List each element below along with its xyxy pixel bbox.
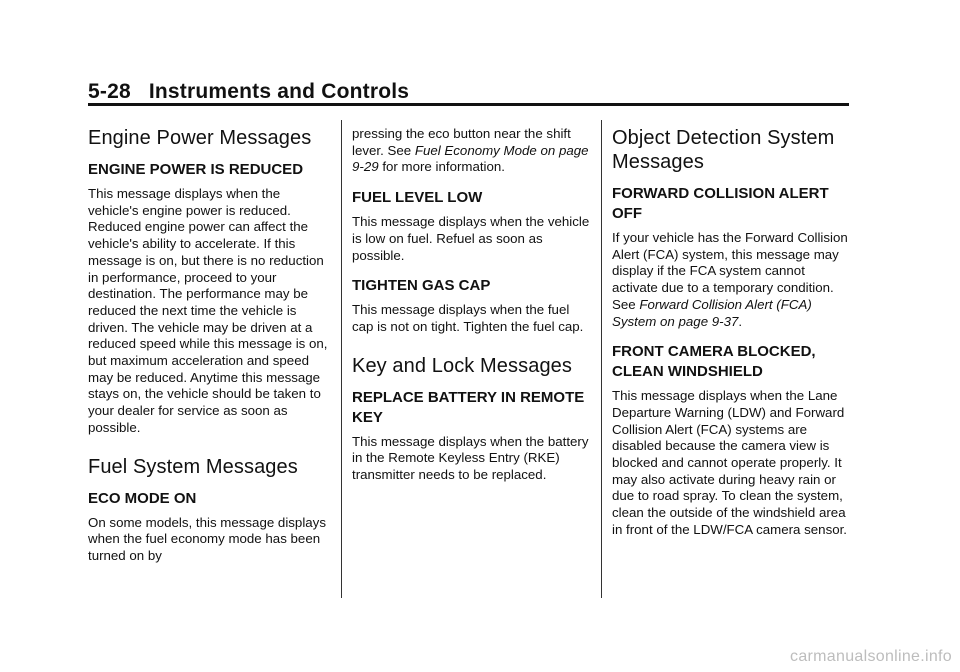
header-rule — [88, 103, 849, 106]
eco-mode-continued-text — [352, 126, 592, 176]
column-3 — [612, 126, 852, 551]
engine-power-reduced-text: This message displays when the vehicle's engine power is reduced. Reduced engine power can affect the vehicle's ability to accelerate. If this message is on, but there is no reduction in performance, proceed to your destination. The performance may be reduced the next time the vehicle is driven. The vehicle may be driven at a reduced speed while this message is on, but maximum acceleration and speed may be reduced. Anytime this message stays on, the vehicle should be taken to your dealer for service as soon as possible. — [88, 186, 328, 435]
tighten-cap-text: This message displays when the fuel cap is not on tight. Tighten the fuel cap. — [352, 302, 584, 334]
eco-mode-cont-part: pressing the eco button near the shift lever. See — [352, 126, 571, 158]
fuel-level-heading: FUEL LEVEL LOW — [352, 189, 483, 207]
fuel-economy-mode-reference[interactable]: Fuel Economy Mode on page 9-29 — [352, 142, 589, 175]
section-title: Instruments and Controls — [148, 80, 410, 103]
fuel-system-heading: Fuel System Messages — [88, 455, 298, 478]
fca-system-reference[interactable]: Forward Collision Alert (FCA) System on page 9-37 — [612, 296, 812, 329]
watermark: carmanualsonline.info — [790, 648, 952, 665]
page-number: 5-28 — [88, 80, 131, 103]
camera-blocked-text: This message displays when the Lane Departure Warning (LDW) and Forward Collision Alert (FCA) systems are disabled because the camera view is blocked and cannot operate properly. It may also activate during heavy rain or due to road spray. To clean the system, clean the outside of the windshield area in front of the LDW/FCA camera sensor. — [612, 388, 848, 537]
eco-mode-cont-tail: for more information. — [378, 159, 505, 175]
column-2 — [352, 126, 592, 496]
tighten-cap-heading: TIGHTEN GAS CAP — [352, 277, 491, 295]
camera-blocked-heading: FRONT CAMERA BLOCKED, CLEAN WINDSHIELD — [612, 343, 816, 381]
eco-mode-heading: ECO MODE ON — [88, 489, 197, 507]
fca-off-text-part: If your vehicle has the Forward Collision Alert (FCA) system, this message may display if the FCA system cannot activate due to a temporary condition. See — [612, 230, 848, 312]
replace-battery-text: This message displays when the battery in the Remote Keyless Entry (RKE) transmitter needs to be replaced. — [352, 433, 589, 483]
column-1 — [88, 126, 332, 577]
fca-off-text — [612, 230, 852, 330]
fca-off-tail: . — [738, 313, 743, 329]
engine-power-heading: Engine Power Messages — [88, 127, 312, 149]
column-divider-1 — [341, 120, 342, 598]
column-divider-2 — [601, 120, 602, 598]
replace-battery-heading: REPLACE BATTERY IN REMOTE KEY — [352, 388, 585, 426]
fca-off-heading: FORWARD COLLISION ALERT OFF — [612, 185, 829, 222]
engine-power-reduced-heading: ENGINE POWER IS REDUCED — [88, 161, 304, 178]
key-lock-heading: Key and Lock Messages — [352, 354, 573, 377]
object-detection-heading: Object Detection System Messages — [612, 127, 835, 173]
fuel-level-text: This message displays when the vehicle is low on fuel. Refuel as soon as possible. — [352, 214, 590, 263]
eco-mode-text: On some models, this message displays when the fuel economy mode has been turned on by — [88, 514, 326, 563]
page-header — [88, 80, 409, 104]
